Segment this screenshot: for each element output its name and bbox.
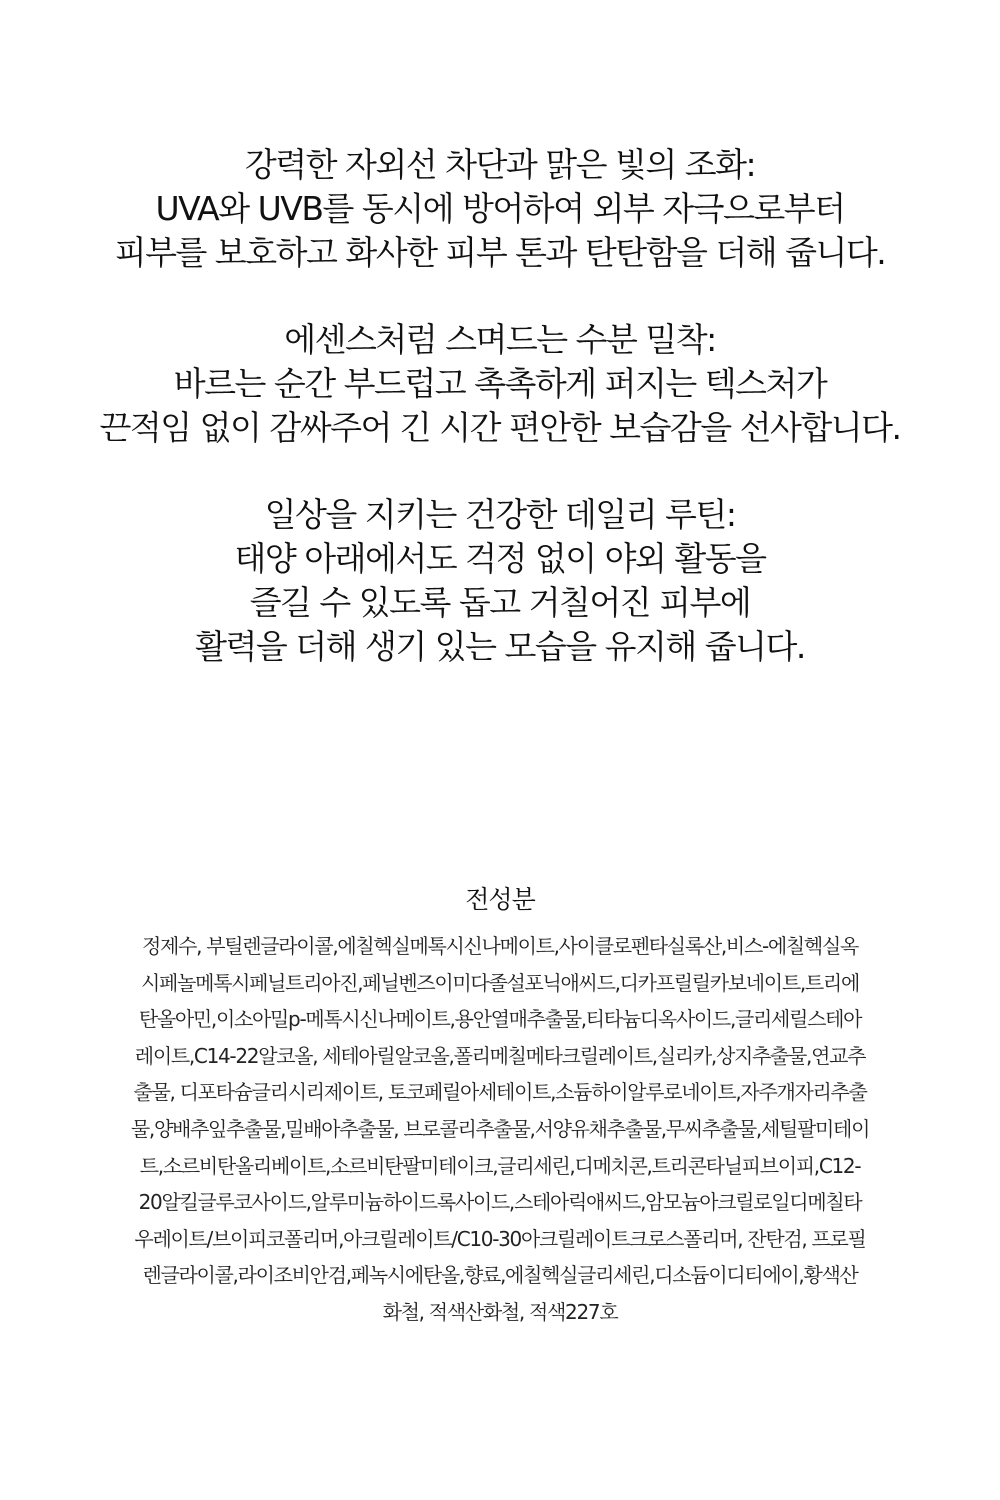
ingredients-line: 트,소르비탄올리베이트,소르비탄팔미테이크,글리세린,디메치콘,트리콘타닐피브이피,C12-	[139, 1153, 861, 1178]
feature-daily-text-line: 태양 아래에서도 걱정 없이 야외 활동을	[234, 539, 766, 578]
feature-descriptions	[0, 143, 1000, 712]
feature-uv-heading: 강력한 자외선 차단과 맑은 빛의 조화:	[244, 145, 756, 184]
feature-uv-text-line: UVA와 UVB를 동시에 방어하여 외부 자극으로부터	[155, 189, 845, 228]
ingredients-line: 화철, 적색산화철, 적색227호	[382, 1299, 618, 1324]
ingredients-section	[80, 880, 920, 1331]
feature-daily-text-line: 활력을 더해 생기 있는 모습을 유지해 줍니다.	[195, 627, 805, 666]
feature-moisture-heading: 에센스처럼 스며드는 수분 밀착:	[284, 320, 716, 359]
feature-daily-heading: 일상을 지키는 건강한 데일리 루틴:	[264, 495, 736, 534]
feature-moisture-text-line: 바르는 순간 부드럽고 촉촉하게 퍼지는 텍스처가	[173, 364, 827, 403]
feature-moisture	[0, 318, 1000, 450]
ingredients-line: 탄올아민,이소아밀p-메톡시신나메이트,용안열매추출물,티타늄디옥사이드,글리세릴스테아	[138, 1007, 862, 1032]
ingredients-line: 정제수, 부틸렌글라이콜,에칠헥실메톡시신나메이트,사이클로펜타실록산,비스-에칠헥실옥	[142, 934, 858, 958]
feature-moisture-text-line: 끈적임 없이 감싸주어 긴 시간 편안한 보습감을 선사합니다.	[99, 408, 901, 447]
ingredients-line: 20알킬글루코사이드,알루미늄하이드록사이드,스테아릭애씨드,암모늄아크릴로일디메칠타	[138, 1190, 862, 1215]
ingredients-line: 출물, 디포타슘글리시리제이트, 토코페릴아세테이트,소듐하이알루로네이트,자주개자리추출	[133, 1080, 867, 1105]
ingredients-line: 렌글라이콜,라이조비안검,페녹시에탄올,향료,에칠헥실글리세린,디소듐이디티에이,황색산	[142, 1263, 858, 1288]
feature-daily-text-line: 즐길 수 있도록 돕고 거칠어진 피부에	[249, 583, 751, 622]
ingredients-line: 우레이트/브이피코폴리머,아크릴레이트/C10-30아크릴레이트크로스폴리머, 잔탄검, 프로필	[134, 1226, 866, 1251]
feature-daily-routine	[0, 493, 1000, 669]
ingredients-line: 레이트,C14-22알코올, 세테아릴알코올,폴리메칠메타크릴레이트,실리카,상지추출물,연교추	[134, 1043, 866, 1068]
ingredients-title: 전성분	[465, 885, 535, 914]
feature-uv-protection	[0, 143, 1000, 275]
feature-uv-text-line: 피부를 보호하고 화사한 피부 톤과 탄탄함을 더해 줍니다.	[114, 233, 886, 272]
ingredients-line: 시페놀메톡시페닐트리아진,페닐벤즈이미다졸설포닉애씨드,디카프릴릴카보네이트,트리에	[141, 970, 859, 995]
ingredients-line: 물,양배추잎추출물,밀배아추출물, 브로콜리추출물,서양유채추출물,무씨추출물,세틸팔미테이	[130, 1116, 870, 1141]
